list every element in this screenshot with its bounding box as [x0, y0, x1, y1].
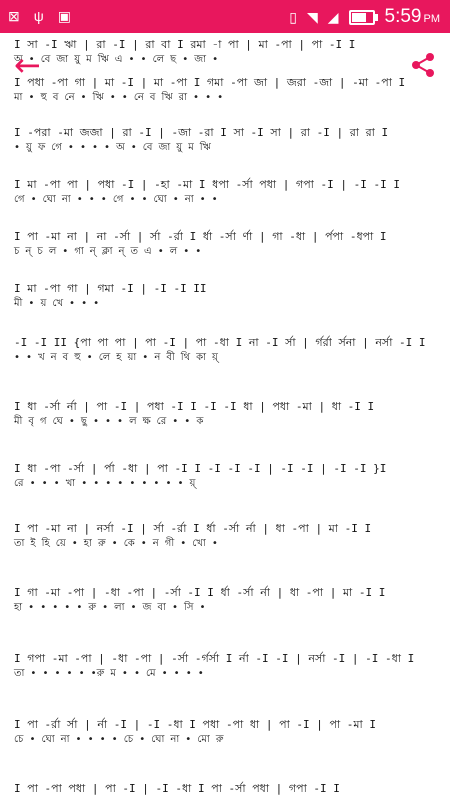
lyrics-line: তা ই হি য়ে • হা রু • কে • ন গী • খো • [14, 538, 218, 549]
lyrics-line: তা • • • • • •রু ম • • মে • • • • [14, 668, 204, 679]
vibrate-icon: ▯ [289, 8, 297, 25]
notation-row [14, 585, 438, 615]
notes-line: I পা -র্রা র্সা | র্না -I | -I -ধা I পধা -পা ধা | পা -I | পা -মা I [14, 718, 376, 731]
status-bar [0, 0, 450, 33]
notes-line: I পধা -পা গা | মা -I | মা -পা I গমা -পা জা | জরা -জা | -মা -পা I [14, 76, 406, 89]
lyrics-line: গে • ঘো না • • • গে • • ঘো • না • • [14, 194, 218, 205]
back-arrow-icon[interactable]: ← [14, 46, 41, 84]
lyrics-line: মা • হু ব নে • ঋি • • নে ব ঋি রা • • • [14, 92, 224, 103]
signal-icon: ◢ [327, 8, 339, 25]
usb-icon: ψ [33, 8, 44, 24]
notes-line: I ধা -র্সা র্না | পা -I | পধা -I I -I -I ধা | পধা -মা | ধা -I I [14, 400, 375, 413]
lyrics-line: হা • • • • • রু • লা • জ বা • সি • [14, 602, 206, 613]
lyrics-line: • য়ু ফ গে • • • • অ • বে জা য়ু ম ঋি [14, 142, 211, 153]
status-notifications [8, 8, 71, 25]
notation-row [14, 399, 438, 429]
notes-line: I মা -পা পা | পধা -I | -হা -মা I ধপা -র্সা পধা | গপা -I | -I -I I [14, 178, 400, 191]
notation-row [14, 75, 438, 105]
clock-ampm: PM [423, 13, 440, 25]
notification-icon: ⊠ [8, 8, 20, 24]
notation-row [14, 177, 438, 207]
notation-row [14, 521, 438, 551]
clock [385, 6, 440, 28]
notes-line: I মা -পা গা | গমা -I | -I -I II [14, 282, 207, 295]
notation-row [14, 651, 438, 681]
notation-row [14, 37, 438, 67]
notes-line: I পা -মা না | নর্সা -I | র্সা -র্রা I র্ধা -র্সা র্না | ধা -পা | মা -I I [14, 522, 372, 535]
notation-row [14, 717, 438, 747]
notes-line: I পা -মা না | না -র্সা | র্সা -র্রা I র্ধা -র্সা র্ণা | গা -ধা | র্পপা -ধপা I [14, 230, 387, 243]
notes-line: I গা -মা -পা | -ধা -পা | -র্সা -I I র্ধা -র্সা র্না | ধা -পা | মা -I I [14, 586, 386, 599]
notification-icon: ▣ [57, 8, 71, 24]
clock-time: 5:59 [384, 6, 422, 27]
notation-row [14, 229, 438, 259]
lyrics-line: চে • ঘো না • • • • চে • ঘো না • মো রু [14, 734, 224, 745]
notation-row [14, 781, 438, 797]
lyrics-line: রে • • • খা • • • • • • • • • য়্ [14, 478, 196, 489]
share-icon[interactable] [410, 52, 436, 78]
notation-row [14, 335, 438, 365]
status-system [289, 6, 440, 28]
wifi-icon: ◥ [306, 8, 318, 25]
notation-row [14, 461, 438, 491]
lyrics-line: • • খ ন ব হু • লে হ য়া • ন বী থি কা য়্ [14, 352, 218, 363]
lyrics-line: চ ন্ চ ল • গা ন্ ক্লা ন্ ত এ • ল • • [14, 246, 202, 257]
notes-line: I পা -পা পধা | পা -I | -I -ধা I পা -র্সা পধা | গপা -I I [14, 782, 340, 795]
notation-sheet [0, 33, 450, 800]
notes-line: I গপা -মা -পা | -ধা -পা | -র্সা -র্গর্সা I র্না -I -I | নর্সা -I | -I -ধা I [14, 652, 415, 665]
notes-line: I -পরা -মা জজা | রা -I | -জা -রা I সা -I সা | রা -I | রা রা I [14, 126, 389, 139]
notes-line: I ধা -পা -র্সা | র্পা -ধা | পা -I I -I -I -I | -I -I | -I -I }I [14, 462, 387, 475]
lyrics-line: মী বৃ গ ঘে • ছু • • • ল ক্ষ রে • • ক [14, 416, 204, 427]
battery-icon [349, 10, 375, 25]
notes-line: I সা -I ঋা | রা -I | রা বা I রমা -া পা | মা -পা | পা -I I [14, 38, 356, 51]
notation-row [14, 281, 438, 311]
lyrics-line: মী • য় খে • • • [14, 298, 100, 309]
notes-line: -I -I II {পা পা পা | পা -I | পা -ধা I না -I র্সা | র্গর্রা র্সনা | নর্সা -I I [14, 336, 426, 349]
notation-row [14, 125, 438, 155]
lyrics-line: অ • বে জা য়ু ম ঋি এ • • লে ছ • জা • [14, 54, 219, 65]
